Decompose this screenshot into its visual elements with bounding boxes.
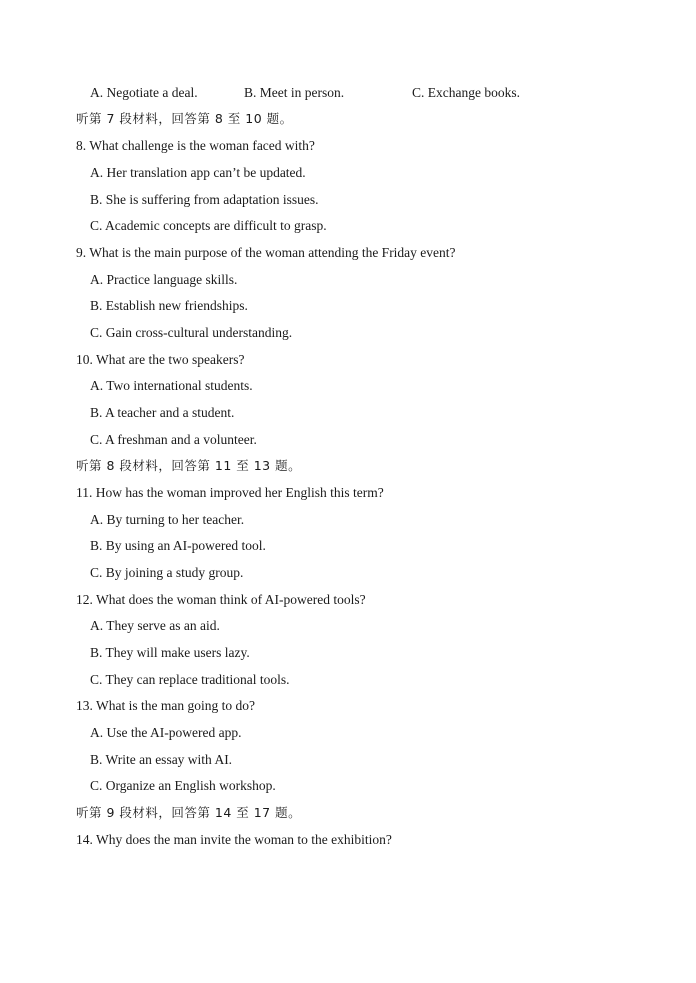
option-7b: B. Meet in person. (244, 85, 345, 100)
option-8a: A. Her translation app can’t be updated. (90, 165, 306, 180)
option-11c: C. By joining a study group. (90, 565, 244, 580)
question-9: 9. What is the main purpose of the woman attending the Friday event? (76, 245, 456, 260)
option-9a: A. Practice language skills. (90, 272, 238, 287)
option-9b: B. Establish new friendships. (90, 298, 248, 313)
option-7a: A. Negotiate a deal. (90, 85, 198, 100)
option-12b: B. They will make users lazy. (90, 645, 250, 660)
option-13a: A. Use the AI-powered app. (90, 725, 242, 740)
option-10b: B. A teacher and a student. (90, 405, 235, 420)
question-14: 14. Why does the man invite the woman to the exhibition? (76, 832, 392, 847)
option-8c: C. Academic concepts are difficult to grasp. (90, 218, 327, 233)
option-11b: B. By using an AI-powered tool. (90, 538, 266, 553)
option-13c: C. Organize an English workshop. (90, 778, 276, 793)
section-9-instruction: 听第 9 段材料，回答第 14 至 17 题。 (76, 805, 302, 820)
option-7c: C. Exchange books. (412, 85, 520, 100)
section-7-instruction: 听第 7 段材料，回答第 8 至 10 题。 (76, 111, 293, 126)
option-13b: B. Write an essay with AI. (90, 752, 233, 767)
question-10: 10. What are the two speakers? (76, 352, 245, 367)
question-13: 13. What is the man going to do? (76, 698, 255, 713)
option-8b: B. She is suffering from adaptation issues. (90, 192, 319, 207)
question-11: 11. How has the woman improved her English this term? (76, 485, 384, 500)
option-12c: C. They can replace traditional tools. (90, 672, 290, 687)
option-12a: A. They serve as an aid. (90, 618, 220, 633)
option-10c: C. A freshman and a volunteer. (90, 432, 257, 447)
section-8-instruction: 听第 8 段材料，回答第 11 至 13 题。 (76, 458, 302, 473)
option-9c: C. Gain cross-cultural understanding. (90, 325, 293, 340)
option-11a: A. By turning to her teacher. (90, 512, 245, 527)
question-8: 8. What challenge is the woman faced with? (76, 138, 315, 153)
option-10a: A. Two international students. (90, 378, 253, 393)
question-12: 12. What does the woman think of AI-powered tools? (76, 592, 366, 607)
